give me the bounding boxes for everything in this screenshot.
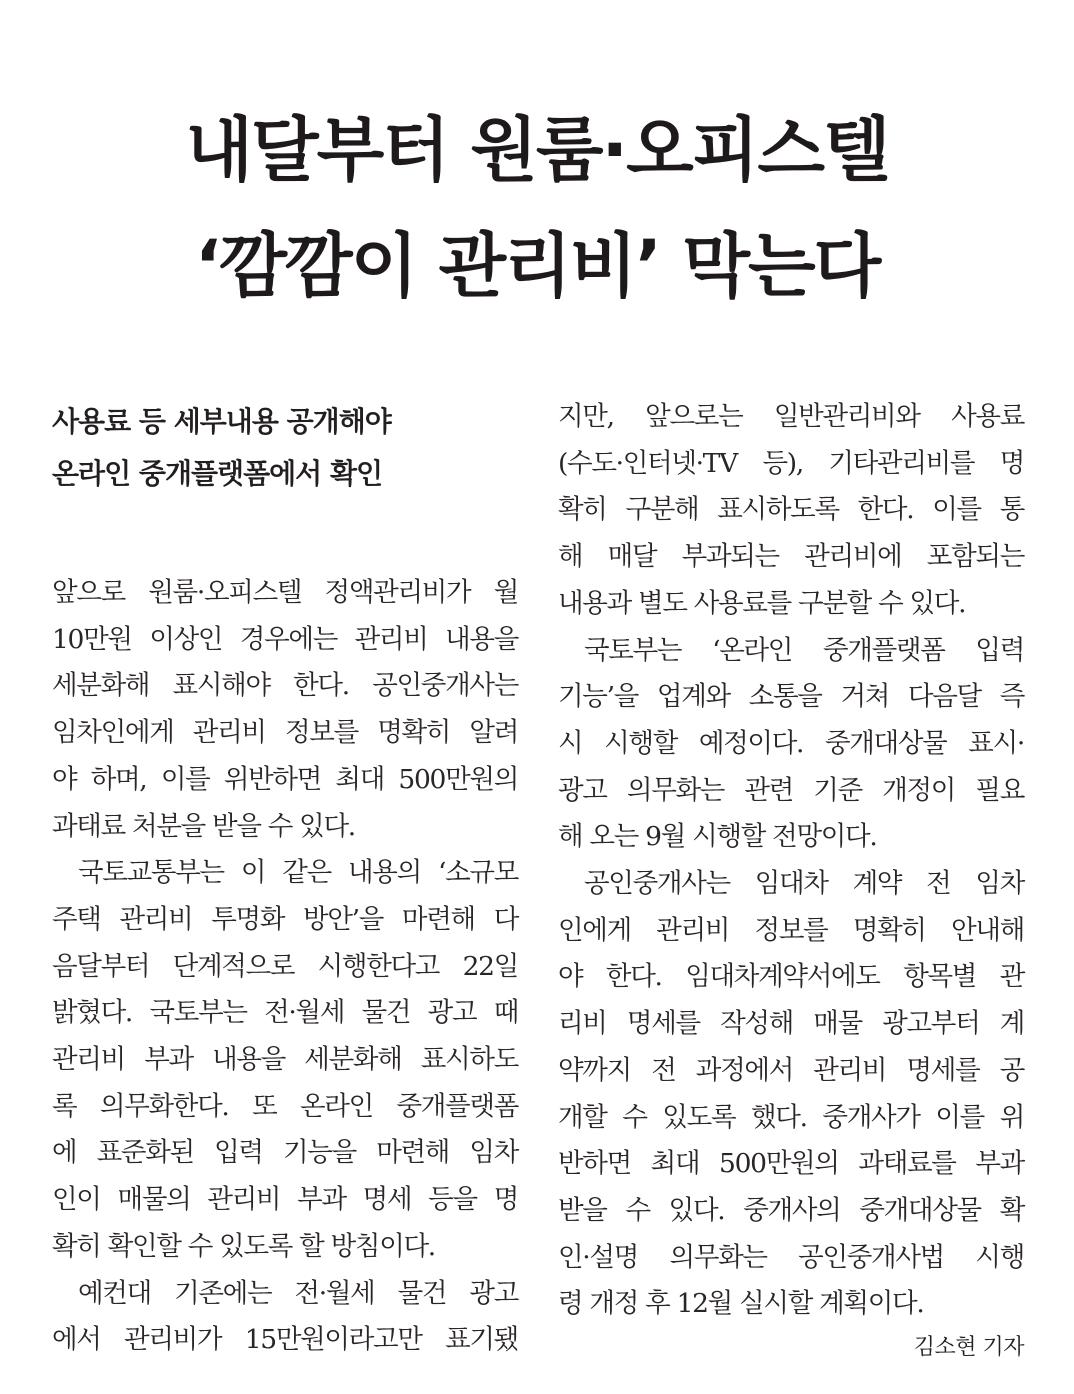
article-column-left — [52, 396, 518, 1364]
body-text-line: 관리비 부과 내용을 세분화해 표시하도 — [52, 1044, 518, 1076]
article-body-right — [558, 394, 1024, 1328]
body-text-line: 시 시행할 예정이다. 중개대상물 표시· — [558, 727, 1024, 759]
headline — [0, 92, 1074, 324]
body-text-line: 세분화해 표시해야 한다. 공인중개사는 — [52, 670, 518, 702]
body-text-line: 과태료 처분을 받을 수 있다. — [52, 810, 355, 842]
body-text-line: 인에게 관리비 정보를 명확히 안내해 — [558, 914, 1024, 946]
body-text-line: 앞으로 원룸·오피스텔 정액관리비가 월 — [52, 577, 518, 608]
body-text-line: 약까지 전 과정에서 관리비 명세를 공 — [558, 1054, 1024, 1086]
body-text-line: 국토교통부는 이 같은 내용의 ‘소규모 — [78, 857, 518, 889]
body-text-line: 예컨대 기존에는 전·월세 물건 광고 — [78, 1277, 518, 1309]
body-text-line: 확히 확인할 수 있도록 할 방침이다. — [52, 1230, 435, 1262]
body-text-line: 공인중개사는 임대차 계약 전 임차 — [584, 868, 1024, 900]
body-text-line: 주택 관리비 투명화 방안’을 마련해 다 — [52, 903, 518, 935]
subhead-spacer — [52, 500, 518, 570]
body-text-line: 받을 수 있다. 중개사의 중개대상물 확 — [558, 1194, 1024, 1226]
body-text-line: 리비 명세를 작성해 매물 광고부터 계 — [558, 1008, 1024, 1040]
body-text-line: 에 표준화된 입력 기능을 마련해 임차 — [52, 1137, 518, 1169]
body-text-line: 야 하며, 이를 위반하면 최대 500만원의 — [52, 763, 518, 795]
subheadline-1: 사용료 등 세부내용 공개해야 — [52, 405, 391, 438]
body-text-line: 개할 수 있도록 했다. 중개사가 이를 위 — [558, 1101, 1024, 1133]
body-text-line: 10만원 이상인 경우에는 관리비 내용을 — [52, 623, 518, 655]
body-text-line: 해 오는 9월 시행할 전망이다. — [558, 821, 877, 853]
body-text-line: 임차인에게 관리비 정보를 명확히 알려 — [52, 717, 518, 749]
body-text-line: 음달부터 단계적으로 시행한다고 22일 — [52, 950, 518, 982]
body-text-line: 밝혔다. 국토부는 전·월세 물건 광고 때 — [52, 997, 518, 1029]
body-text-line: 지만, 앞으로는 일반관리비와 사용료 — [558, 401, 1024, 432]
headline-line-2: ‘깜깜이 관리비’ 막는다 — [194, 225, 880, 307]
body-text-line: 인이 매물의 관리비 부과 명세 등을 명 — [52, 1184, 518, 1216]
body-text-line: 인·설명 의무화는 공인중개사법 시행 — [558, 1241, 1024, 1273]
byline: 김소현 기자 — [913, 1335, 1024, 1361]
article-column-right — [558, 394, 1024, 1368]
body-text-line: 내용과 별도 사용료를 구분할 수 있다. — [558, 587, 966, 619]
body-text-line: 령 개정 후 12월 실시할 계획이다. — [558, 1288, 924, 1320]
article-body-left — [52, 570, 518, 1364]
body-text-line: 야 한다. 임대차계약서에도 항목별 관 — [558, 961, 1024, 993]
subheadline-2: 온라인 중개플랫폼에서 확인 — [52, 457, 383, 490]
body-text-line: 확히 구분해 표시하도록 한다. 이를 통 — [558, 494, 1024, 526]
body-text-line: 기능’을 업계와 소통을 거쳐 다음달 즉 — [558, 681, 1024, 713]
body-text-line: 해 매달 부과되는 관리비에 포함되는 — [558, 541, 1024, 573]
body-text-line: 에서 관리비가 15만원이라고만 표기됐 — [52, 1324, 518, 1356]
body-text-line: 국토부는 ‘온라인 중개플랫폼 입력 — [584, 634, 1024, 666]
body-text-line: 반하면 최대 500만원의 과태료를 부과 — [558, 1148, 1024, 1180]
body-text-line: (수도·인터넷·TV 등), 기타관리비를 명 — [558, 447, 1024, 479]
body-text-line: 록 의무화한다. 또 온라인 중개플랫폼 — [52, 1090, 518, 1122]
headline-line-1: 내달부터 원룸·오피스텔 — [185, 109, 889, 191]
body-text-line: 광고 의무화는 관련 기준 개정이 필요 — [558, 774, 1024, 806]
